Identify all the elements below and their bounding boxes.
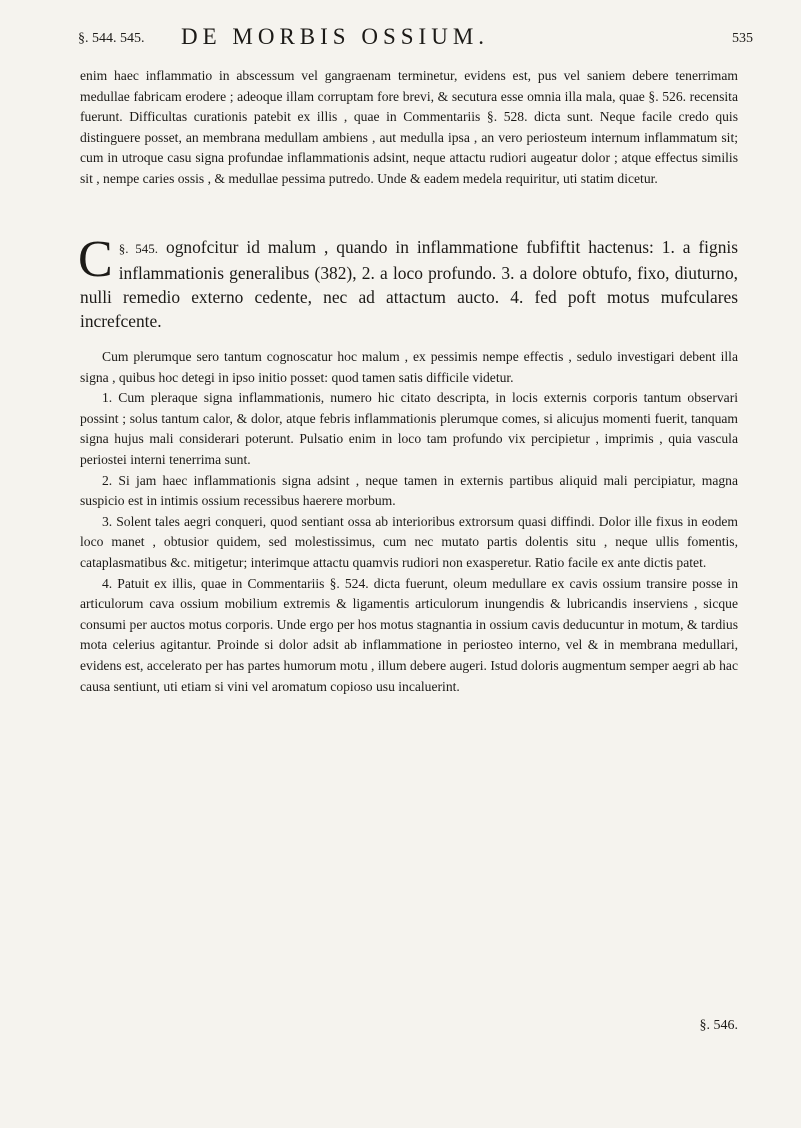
commentary-item-2: 2. Si jam haec inflammationis signa adsint , neque tamen in externis partibus aliquid mali percipiatur, magna suspicio est in intimis ossium recessibus haerere morbum. xyxy=(80,472,738,509)
aphorism-text: ognofcitur id malum , quando in inflammatione fubfiftit hactenus: 1. a fignis inflammationis generalibus (382), 2. a loco profundo. 3. a dolore obtufo, fixo, diuturno, nulli remedio externo cedente, nec ad attactum aucto. 4. fed poft motus mufculares increfcente. xyxy=(80,237,739,331)
page-number: 535 xyxy=(732,31,753,46)
catchword: §. 546. xyxy=(699,1018,738,1033)
aphorism-545 xyxy=(78,231,739,333)
header-section-range: §. 544. 545. xyxy=(78,31,145,46)
commentary-item-3: 3. Solent tales aegri conqueri, quod sentiant ossa ab interioribus extrorsum quasi diffindi. Dolor ille fixus in eodem loco manet , obtusior quidem, sed molestissimus, cum nec mutato partis dolentis situ , neque ullis fomentis, cataplasmatibus &c. mitigetur; interimque attactu quamvis rudiori non exasperetur. Ratio facile ex ante dictis patet. xyxy=(80,513,738,570)
opening-paragraph-text: enim haec inflammatio in abscessum vel gangraenam terminetur, evidens est, pus vel saniem debere tenerrimam medullae fabricam erodere ; adeoque illam corruptam fore brevi, & secutura esse omnia illa mala, quae §. 526. recensita fuerunt. Difficultas curationis patebit ex illis , quae in Commentariis §. 528. dicta sunt. Neque facile credo quis distinguere posset, an membrana medullam ambiens , aut medulla ipsa , an vero periosteum internum inflammatum sit; cum in utroque casu signa profundae inflammationis adsint, neque attactu rudiori augeatur dolor ; atque effectus similis sit , nempe caries ossis , & medullae pessima putredo. Unde & eadem medela requiritur, uti statim dicetur. xyxy=(80,68,738,186)
running-header xyxy=(78,22,753,56)
commentary-item-1: 1. Cum pleraque signa inflammationis, numero hic citato descripta, in locis externis corporis tantum observari possint ; solus tantum calor, & dolor, atque febris inflammationis plerumque comes, si alicujus momenti fuerit, tanquam signa hujus mali considerari poterunt. Pulsatio enim in loco tam profundo vix percipietur , imprimis , quia vascula periostei interni tenerrima sunt. xyxy=(80,390,738,467)
header-title: DE MORBIS OSSIUM. xyxy=(181,24,490,49)
commentary xyxy=(80,347,738,697)
drop-cap: C xyxy=(78,231,113,288)
aphorism-number: §. 545. xyxy=(118,241,159,256)
opening-paragraph xyxy=(80,66,738,190)
commentary-item-4: 4. Patuit ex illis, quae in Commentariis §. 524. dicta fuerunt, oleum medullare ex cavis ossium transire posse in articulorum cava ossium mobilium extremis & ligamentis articulorum inungendis & lubricandis inserviens , sicque consumi per auctos motus corporis. Unde ergo per hos motus stagnantia in ossium cavis deducuntur in motum, & tardius mota celerius agitantur. Proinde si dolor adsit ab inflammatione in periosteo interno, vel & in membrana medullari, evidens est, accelerato per has partes humorum motu , illum debere augeri. Istud doloris augmentum semper aegri ab hac causa sentiunt, uti etiam si vini vel aromatum copioso usu incaluerint. xyxy=(80,575,738,694)
commentary-intro: Cum plerumque sero tantum cognoscatur hoc malum , ex pessimis nempe effectis , sedulo investigari debent illa signa , quibus hoc detegi in ipso initio posset: quod tamen satis difficile videtur. xyxy=(80,349,738,385)
